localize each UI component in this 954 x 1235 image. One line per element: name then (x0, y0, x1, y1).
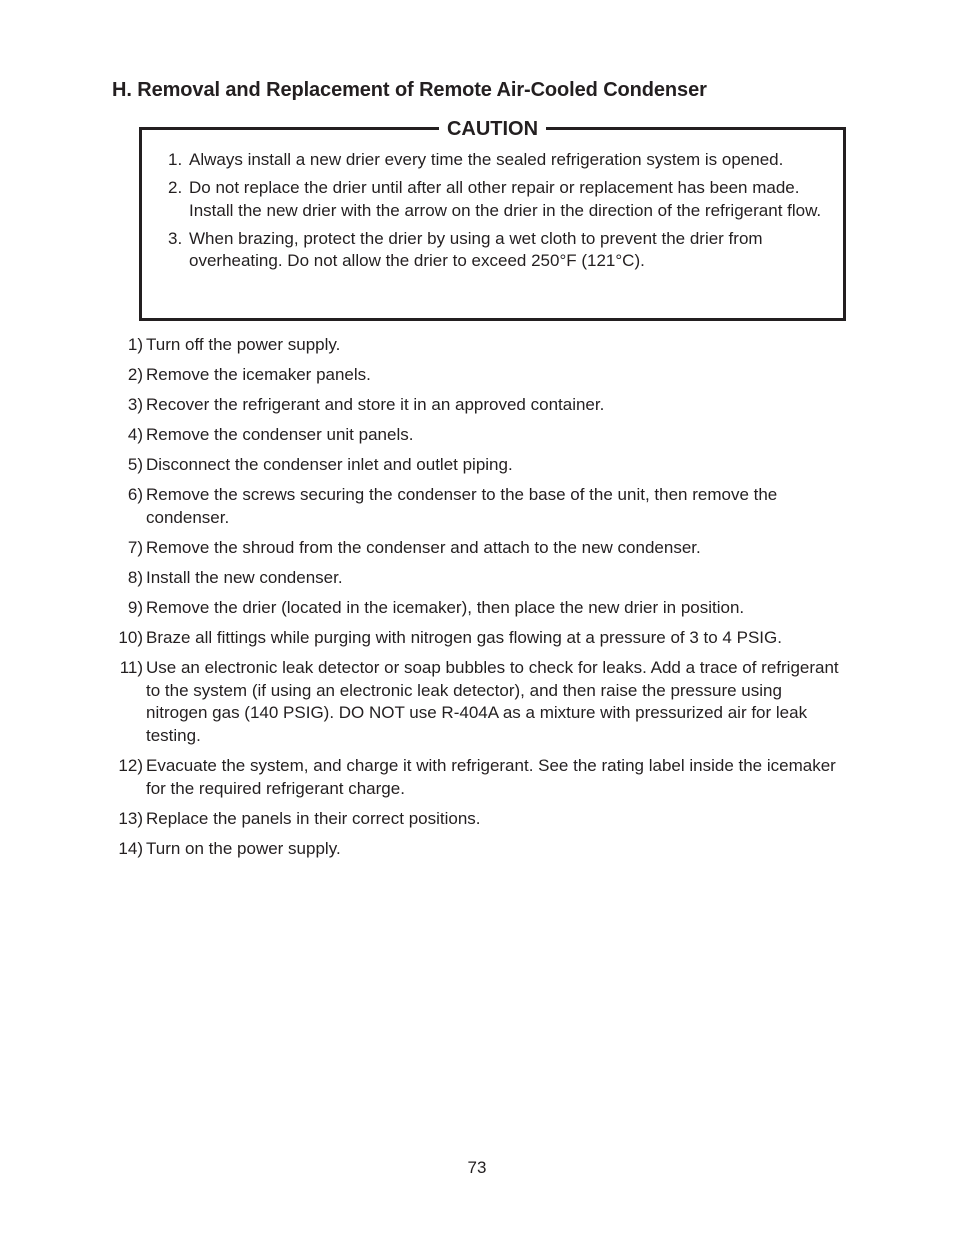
step-number: 1) (127, 335, 143, 354)
caution-list (168, 149, 828, 278)
step-text: Disconnect the condenser inlet and outlet piping. (146, 455, 513, 475)
step-item (112, 627, 842, 650)
caution-item (168, 228, 828, 273)
step-item (112, 657, 842, 747)
step-item (112, 334, 842, 357)
step-text: Turn on the power supply. (146, 838, 341, 858)
step-number: 5) (127, 455, 143, 475)
step-text: Use an electronic leak detector or soap bubbles to check for leaks. Add a trace of refrigerant to the system (if using an electronic leak detector), and then raise the pressure using nitrogen gas (140 PSIG). DO NOT use R-404A as a mixture with pressurized air for leak testing. (146, 658, 839, 745)
caution-item-text: When brazing, protect the drier by using a wet cloth to prevent the drier from overheating. Do not allow the drier to exceed 250°F (121°C). (189, 228, 763, 270)
step-text: Remove the condenser unit panels. (146, 425, 414, 445)
caution-item (168, 177, 828, 222)
step-item (112, 755, 842, 800)
step-number: 10) (118, 628, 143, 648)
step-number: 2) (127, 365, 143, 385)
step-text: Braze all fittings while purging with nitrogen gas flowing at a pressure of 3 to 4 PSIG. (146, 628, 782, 648)
step-text: Remove the icemaker panels. (146, 365, 371, 385)
caution-item-number: 1. (168, 150, 183, 169)
step-item (112, 808, 842, 831)
step-number: 11) (119, 658, 143, 678)
step-number: 3) (127, 395, 143, 415)
step-number: 14) (118, 838, 143, 858)
caution-item-number: 2. (168, 178, 183, 197)
step-text: Evacuate the system, and charge it with refrigerant. See the rating label inside the icemaker for the required refrigerant charge. (146, 756, 836, 798)
step-item (112, 454, 842, 477)
caution-item-text: Do not replace the drier until after all other repair or replacement has been made. Install the new drier with the arrow on the drier in the direction of the refrigerant flow. (189, 178, 822, 220)
step-item (112, 597, 842, 620)
step-item (112, 567, 842, 590)
step-text: Remove the screws securing the condenser to the base of the unit, then remove the condenser. (146, 485, 778, 527)
caution-heading: CAUTION (439, 118, 546, 140)
caution-item-number: 3. (168, 228, 183, 248)
step-text: Recover the refrigerant and store it in an approved container. (146, 395, 605, 415)
step-text: Remove the shroud from the condenser and attach to the new condenser. (146, 538, 701, 558)
step-text: Turn off the power supply. (146, 335, 341, 354)
step-text: Remove the drier (located in the icemaker), then place the new drier in position. (146, 598, 745, 618)
step-text: Replace the panels in their correct positions. (146, 808, 481, 828)
caution-item-text: Always install a new drier every time the sealed refrigeration system is opened. (189, 150, 784, 169)
step-item (112, 424, 842, 447)
step-number: 12) (118, 756, 143, 776)
step-number: 8) (127, 568, 143, 588)
caution-box (139, 118, 846, 321)
step-text: Install the new condenser. (146, 568, 343, 588)
procedure-steps (112, 334, 842, 868)
step-number: 13) (118, 808, 143, 828)
step-item (112, 537, 842, 560)
step-item (112, 364, 842, 387)
section-title: H. Removal and Replacement of Remote Air-Cooled Condenser (112, 79, 707, 101)
page-number: 73 (467, 1158, 487, 1177)
step-number: 9) (127, 598, 143, 618)
caution-item (168, 149, 828, 172)
step-number: 7) (127, 538, 143, 558)
step-item (112, 838, 842, 861)
step-number: 6) (127, 485, 143, 505)
step-number: 4) (127, 425, 143, 445)
step-item (112, 394, 842, 417)
step-item (112, 484, 842, 529)
